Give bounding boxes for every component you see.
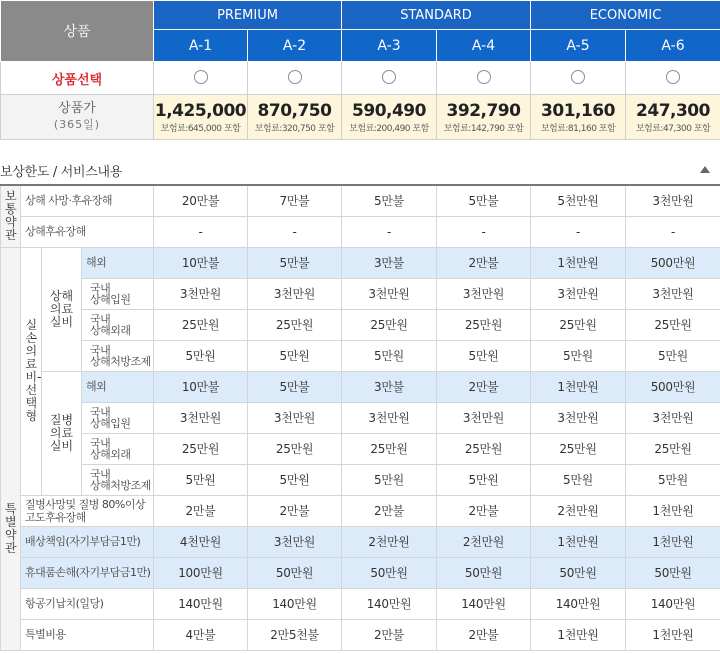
value-cell: 140만원 [154, 588, 248, 619]
table-row [1, 185, 720, 216]
plan-price: 392,790 [446, 100, 521, 121]
value-cell: 4천만원 [154, 526, 248, 557]
value-cell: 3천만원 [626, 402, 720, 433]
row-label: 국내 상해외래 [82, 309, 154, 340]
plan-price: 301,160 [541, 100, 615, 121]
price-label-cell [1, 95, 154, 140]
value-cell: 1천만원 [531, 371, 626, 402]
plan-radio-a1[interactable] [194, 70, 208, 84]
table-row [1, 495, 720, 526]
value-cell: 5만원 [437, 464, 531, 495]
plan-premium: 보험료:645,000 포함 [160, 123, 241, 134]
value-cell: 5만원 [248, 340, 342, 371]
product-select-label: 상품선택 [1, 62, 154, 95]
value-cell: 500만원 [626, 371, 720, 402]
value-cell: - [531, 216, 626, 247]
row-label: 항공기납치(일당) [21, 588, 154, 619]
group-standard: STANDARD [342, 1, 531, 30]
value-cell: 5만불 [437, 185, 531, 216]
value-cell: 1천만원 [531, 247, 626, 278]
row-label: 국내 상해입원 [82, 278, 154, 309]
plan-price: 870,750 [257, 100, 332, 121]
value-cell: 5만불 [248, 371, 342, 402]
value-cell: 25만원 [626, 433, 720, 464]
table-row [1, 588, 720, 619]
table-row [1, 402, 720, 433]
table-row [1, 278, 720, 309]
plan-select-cell [342, 62, 437, 95]
value-cell: 100만원 [154, 557, 248, 588]
value-cell: 3천만원 [248, 278, 342, 309]
value-cell: 2만불 [248, 495, 342, 526]
value-cell: 5만불 [248, 247, 342, 278]
value-cell: 5만원 [531, 340, 626, 371]
value-cell: 25만원 [248, 433, 342, 464]
plan-radio-a2[interactable] [288, 70, 302, 84]
value-cell: 25만원 [437, 309, 531, 340]
value-cell: 3만불 [342, 371, 437, 402]
value-cell: 2만불 [437, 371, 531, 402]
value-cell: 3천만원 [154, 278, 248, 309]
value-cell: 2만불 [342, 495, 437, 526]
value-cell: 20만불 [154, 185, 248, 216]
plan-code: A-6 [626, 30, 720, 62]
value-cell: 25만원 [437, 433, 531, 464]
value-cell: 5만원 [342, 340, 437, 371]
plan-code: A-4 [437, 30, 531, 62]
value-cell: 500만원 [626, 247, 720, 278]
value-cell: 1천만원 [626, 495, 720, 526]
value-cell: 3만불 [342, 247, 437, 278]
table-row [1, 526, 720, 557]
value-cell: 5만원 [342, 464, 437, 495]
plan-radio-a3[interactable] [382, 70, 396, 84]
table-row [1, 557, 720, 588]
value-cell: 2만불 [154, 495, 248, 526]
value-cell: 50만원 [248, 557, 342, 588]
table-row [1, 340, 720, 371]
group-economic: ECONOMIC [531, 1, 720, 30]
row-label: 해외 [82, 371, 154, 402]
plan-radio-a4[interactable] [477, 70, 491, 84]
plan-select-cell [154, 62, 248, 95]
value-cell: 2만5천불 [248, 619, 342, 650]
value-cell: 3천만원 [342, 278, 437, 309]
value-cell: 25만원 [531, 433, 626, 464]
value-cell: 3천만원 [626, 278, 720, 309]
price-cell [154, 95, 248, 140]
plan-premium: 보험료:142,790 포함 [443, 123, 524, 134]
table-row [1, 371, 720, 402]
plan-premium: 보험료:200,490 포함 [349, 123, 429, 134]
price-cell [626, 95, 720, 140]
row-label: 배상책임(자기부담금1만) [21, 526, 154, 557]
value-cell: 50만원 [626, 557, 720, 588]
value-cell: 2만불 [342, 619, 437, 650]
plan-radio-a5[interactable] [571, 70, 585, 84]
plan-select-cell [437, 62, 531, 95]
plan-radio-a6[interactable] [666, 70, 680, 84]
collapse-arrow-icon[interactable] [700, 166, 710, 173]
value-cell: - [248, 216, 342, 247]
price-period: (365일) [53, 118, 101, 131]
value-cell: - [437, 216, 531, 247]
value-cell: 5만원 [248, 464, 342, 495]
value-cell: 3천만원 [626, 185, 720, 216]
row-label: 국내 상해처방조제 [82, 340, 154, 371]
price-cell [531, 95, 626, 140]
plan-select-cell [248, 62, 342, 95]
price-label: 상품가 [58, 101, 96, 116]
plan-code: A-2 [248, 30, 342, 62]
value-cell: 3천만원 [531, 278, 626, 309]
plan-select-cell [531, 62, 626, 95]
category-medical: 실손의료비-선택형 [21, 247, 42, 495]
value-cell: - [342, 216, 437, 247]
row-label: 국내 상해처방조제 [82, 464, 154, 495]
plan-premium: 보험료:320,750 포함 [254, 123, 335, 134]
value-cell: 2만불 [437, 619, 531, 650]
value-cell: 1천만원 [531, 526, 626, 557]
value-cell: 3천만원 [248, 402, 342, 433]
value-cell: 10만불 [154, 371, 248, 402]
value-cell: 3천만원 [531, 402, 626, 433]
product-header: 상품 [1, 1, 154, 62]
product-table [0, 0, 720, 140]
value-cell: 2천만원 [531, 495, 626, 526]
value-cell: 3천만원 [437, 278, 531, 309]
value-cell: 2만불 [437, 247, 531, 278]
plan-code: A-5 [531, 30, 626, 62]
plan-premium: 보험료:47,300 포함 [635, 123, 711, 134]
value-cell: 2천만원 [342, 526, 437, 557]
price-cell [248, 95, 342, 140]
value-cell: 50만원 [437, 557, 531, 588]
value-cell: 7만불 [248, 185, 342, 216]
row-label: 해외 [82, 247, 154, 278]
plan-premium: 보험료:81,160 포함 [540, 123, 616, 134]
plan-price: 1,425,000 [154, 100, 247, 121]
row-label: 상해 사망·후유장해 [21, 185, 154, 216]
value-cell: 3천만원 [154, 402, 248, 433]
value-cell: 5천만원 [531, 185, 626, 216]
value-cell: 2천만원 [437, 526, 531, 557]
value-cell: 5만원 [154, 340, 248, 371]
category-injury: 상해의료실비 [42, 247, 82, 371]
plan-code: A-3 [342, 30, 437, 62]
category-basic: 보통약관 [1, 185, 21, 247]
table-row [1, 433, 720, 464]
value-cell: 3천만원 [248, 526, 342, 557]
value-cell: 1천만원 [626, 619, 720, 650]
value-cell: 50만원 [342, 557, 437, 588]
row-label: 국내 상해외래 [82, 433, 154, 464]
table-row [1, 309, 720, 340]
row-label: 국내 상해입원 [82, 402, 154, 433]
value-cell: 1천만원 [626, 526, 720, 557]
value-cell: 140만원 [626, 588, 720, 619]
value-cell: 10만불 [154, 247, 248, 278]
value-cell: 5만원 [154, 464, 248, 495]
value-cell: 50만원 [531, 557, 626, 588]
value-cell: 25만원 [342, 433, 437, 464]
value-cell: 140만원 [248, 588, 342, 619]
value-cell: 140만원 [531, 588, 626, 619]
price-cell [342, 95, 437, 140]
value-cell: - [154, 216, 248, 247]
value-cell: 4만불 [154, 619, 248, 650]
value-cell: 25만원 [248, 309, 342, 340]
value-cell: 2만불 [437, 495, 531, 526]
coverage-table [0, 184, 720, 651]
group-premium: PREMIUM [154, 1, 342, 30]
value-cell: 5만원 [531, 464, 626, 495]
value-cell: 5만원 [626, 340, 720, 371]
row-label: 휴대품손해(자기부담금1만) [21, 557, 154, 588]
value-cell: 1천만원 [531, 619, 626, 650]
value-cell: 25만원 [342, 309, 437, 340]
value-cell: 25만원 [626, 309, 720, 340]
category-special: 특별약관 [1, 247, 21, 650]
table-row [1, 247, 720, 278]
value-cell: 5만불 [342, 185, 437, 216]
table-row [1, 619, 720, 650]
price-cell [437, 95, 531, 140]
value-cell: 25만원 [531, 309, 626, 340]
table-row [1, 216, 720, 247]
plan-price: 247,300 [636, 100, 710, 121]
table-row [1, 464, 720, 495]
value-cell: 25만원 [154, 433, 248, 464]
plan-select-cell [626, 62, 720, 95]
value-cell: 3천만원 [437, 402, 531, 433]
value-cell: 5만원 [437, 340, 531, 371]
value-cell: 25만원 [154, 309, 248, 340]
category-illness: 질병의료실비 [42, 371, 82, 495]
value-cell: 140만원 [342, 588, 437, 619]
row-label: 상해후유장해 [21, 216, 154, 247]
row-label: 질병사망및 질병 80%이상 고도후유장해 [21, 495, 154, 526]
row-label: 특별비용 [21, 619, 154, 650]
value-cell: - [626, 216, 720, 247]
value-cell: 5만원 [626, 464, 720, 495]
section-title: 보상한도 / 서비스내용 [0, 165, 123, 180]
plan-code: A-1 [154, 30, 248, 62]
plan-price: 590,490 [352, 100, 426, 121]
value-cell: 140만원 [437, 588, 531, 619]
value-cell: 3천만원 [342, 402, 437, 433]
